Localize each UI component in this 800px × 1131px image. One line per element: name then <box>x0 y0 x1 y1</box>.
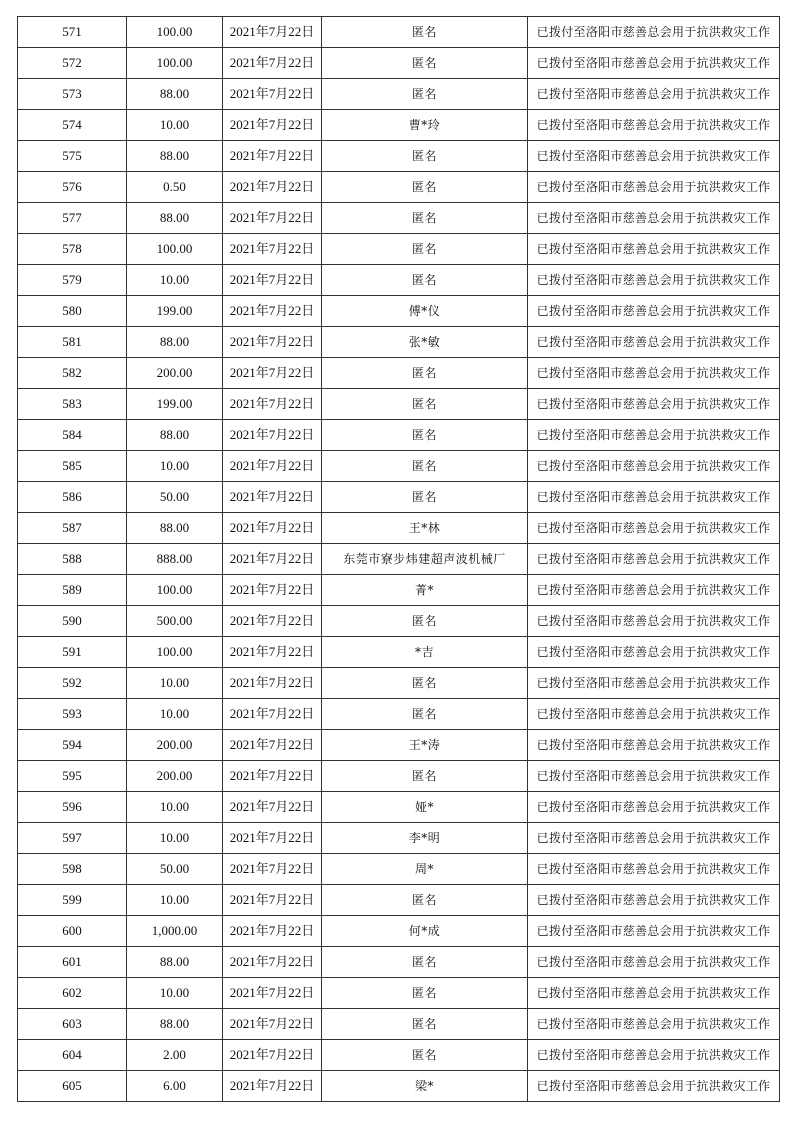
amount-cell: 10.00 <box>127 699 223 730</box>
amount-cell: 500.00 <box>127 606 223 637</box>
amount-cell: 88.00 <box>127 1009 223 1040</box>
table-row <box>18 668 780 699</box>
date-cell: 2021年7月22日 <box>223 513 322 544</box>
table-row <box>18 234 780 265</box>
date-cell: 2021年7月22日 <box>223 1009 322 1040</box>
serial-number-cell: 583 <box>18 389 127 420</box>
date-cell: 2021年7月22日 <box>223 792 322 823</box>
table-row <box>18 110 780 141</box>
table-row <box>18 358 780 389</box>
amount-cell: 10.00 <box>127 823 223 854</box>
donor-name-cell: 匿名 <box>322 606 528 637</box>
amount-cell: 6.00 <box>127 1071 223 1102</box>
amount-cell: 1,000.00 <box>127 916 223 947</box>
donor-name-cell: 何*成 <box>322 916 528 947</box>
donor-name-cell: 匿名 <box>322 17 528 48</box>
date-cell: 2021年7月22日 <box>223 637 322 668</box>
donor-name-cell: 匿名 <box>322 978 528 1009</box>
remark-cell: 已拨付至洛阳市慈善总会用于抗洪救灾工作 <box>528 854 780 885</box>
serial-number-cell: 580 <box>18 296 127 327</box>
amount-cell: 88.00 <box>127 420 223 451</box>
donor-name-cell: 匿名 <box>322 172 528 203</box>
remark-cell: 已拨付至洛阳市慈善总会用于抗洪救灾工作 <box>528 792 780 823</box>
remark-cell: 已拨付至洛阳市慈善总会用于抗洪救灾工作 <box>528 885 780 916</box>
remark-cell: 已拨付至洛阳市慈善总会用于抗洪救灾工作 <box>528 761 780 792</box>
remark-cell: 已拨付至洛阳市慈善总会用于抗洪救灾工作 <box>528 544 780 575</box>
serial-number-cell: 595 <box>18 761 127 792</box>
serial-number-cell: 573 <box>18 79 127 110</box>
donor-name-cell: 匿名 <box>322 1040 528 1071</box>
serial-number-cell: 571 <box>18 17 127 48</box>
remark-cell: 已拨付至洛阳市慈善总会用于抗洪救灾工作 <box>528 48 780 79</box>
donor-name-cell: 娅* <box>322 792 528 823</box>
serial-number-cell: 579 <box>18 265 127 296</box>
date-cell: 2021年7月22日 <box>223 451 322 482</box>
amount-cell: 10.00 <box>127 110 223 141</box>
serial-number-cell: 572 <box>18 48 127 79</box>
amount-cell: 88.00 <box>127 79 223 110</box>
date-cell: 2021年7月22日 <box>223 916 322 947</box>
date-cell: 2021年7月22日 <box>223 482 322 513</box>
serial-number-cell: 599 <box>18 885 127 916</box>
remark-cell: 已拨付至洛阳市慈善总会用于抗洪救灾工作 <box>528 296 780 327</box>
remark-cell: 已拨付至洛阳市慈善总会用于抗洪救灾工作 <box>528 451 780 482</box>
serial-number-cell: 578 <box>18 234 127 265</box>
donor-name-cell: 匿名 <box>322 234 528 265</box>
table-row <box>18 916 780 947</box>
table-row <box>18 141 780 172</box>
table-row <box>18 792 780 823</box>
serial-number-cell: 590 <box>18 606 127 637</box>
donor-name-cell: 匿名 <box>322 885 528 916</box>
serial-number-cell: 586 <box>18 482 127 513</box>
donor-name-cell: 王*林 <box>322 513 528 544</box>
remark-cell: 已拨付至洛阳市慈善总会用于抗洪救灾工作 <box>528 17 780 48</box>
remark-cell: 已拨付至洛阳市慈善总会用于抗洪救灾工作 <box>528 823 780 854</box>
date-cell: 2021年7月22日 <box>223 730 322 761</box>
amount-cell: 100.00 <box>127 575 223 606</box>
date-cell: 2021年7月22日 <box>223 575 322 606</box>
table-row <box>18 1009 780 1040</box>
date-cell: 2021年7月22日 <box>223 327 322 358</box>
table-row <box>18 451 780 482</box>
date-cell: 2021年7月22日 <box>223 606 322 637</box>
serial-number-cell: 605 <box>18 1071 127 1102</box>
donor-name-cell: *吉 <box>322 637 528 668</box>
serial-number-cell: 588 <box>18 544 127 575</box>
table-row <box>18 1071 780 1102</box>
serial-number-cell: 601 <box>18 947 127 978</box>
amount-cell: 0.50 <box>127 172 223 203</box>
table-row <box>18 203 780 234</box>
serial-number-cell: 597 <box>18 823 127 854</box>
date-cell: 2021年7月22日 <box>223 761 322 792</box>
remark-cell: 已拨付至洛阳市慈善总会用于抗洪救灾工作 <box>528 978 780 1009</box>
serial-number-cell: 596 <box>18 792 127 823</box>
serial-number-cell: 598 <box>18 854 127 885</box>
amount-cell: 88.00 <box>127 203 223 234</box>
serial-number-cell: 576 <box>18 172 127 203</box>
table-row <box>18 48 780 79</box>
date-cell: 2021年7月22日 <box>223 1071 322 1102</box>
date-cell: 2021年7月22日 <box>223 699 322 730</box>
serial-number-cell: 574 <box>18 110 127 141</box>
serial-number-cell: 577 <box>18 203 127 234</box>
amount-cell: 100.00 <box>127 637 223 668</box>
remark-cell: 已拨付至洛阳市慈善总会用于抗洪救灾工作 <box>528 265 780 296</box>
amount-cell: 200.00 <box>127 730 223 761</box>
donor-name-cell: 匿名 <box>322 358 528 389</box>
remark-cell: 已拨付至洛阳市慈善总会用于抗洪救灾工作 <box>528 947 780 978</box>
date-cell: 2021年7月22日 <box>223 978 322 1009</box>
date-cell: 2021年7月22日 <box>223 141 322 172</box>
date-cell: 2021年7月22日 <box>223 203 322 234</box>
table-row <box>18 761 780 792</box>
remark-cell: 已拨付至洛阳市慈善总会用于抗洪救灾工作 <box>528 575 780 606</box>
table-row <box>18 885 780 916</box>
amount-cell: 100.00 <box>127 234 223 265</box>
serial-number-cell: 591 <box>18 637 127 668</box>
donor-name-cell: 匿名 <box>322 389 528 420</box>
amount-cell: 88.00 <box>127 327 223 358</box>
serial-number-cell: 602 <box>18 978 127 1009</box>
amount-cell: 199.00 <box>127 296 223 327</box>
amount-cell: 88.00 <box>127 513 223 544</box>
amount-cell: 50.00 <box>127 854 223 885</box>
serial-number-cell: 594 <box>18 730 127 761</box>
serial-number-cell: 592 <box>18 668 127 699</box>
table-row <box>18 606 780 637</box>
donor-name-cell: 匿名 <box>322 203 528 234</box>
amount-cell: 50.00 <box>127 482 223 513</box>
date-cell: 2021年7月22日 <box>223 110 322 141</box>
date-cell: 2021年7月22日 <box>223 389 322 420</box>
date-cell: 2021年7月22日 <box>223 947 322 978</box>
remark-cell: 已拨付至洛阳市慈善总会用于抗洪救灾工作 <box>528 389 780 420</box>
amount-cell: 10.00 <box>127 792 223 823</box>
amount-cell: 10.00 <box>127 668 223 699</box>
amount-cell: 199.00 <box>127 389 223 420</box>
serial-number-cell: 581 <box>18 327 127 358</box>
remark-cell: 已拨付至洛阳市慈善总会用于抗洪救灾工作 <box>528 916 780 947</box>
table-row <box>18 79 780 110</box>
amount-cell: 2.00 <box>127 1040 223 1071</box>
serial-number-cell: 587 <box>18 513 127 544</box>
remark-cell: 已拨付至洛阳市慈善总会用于抗洪救灾工作 <box>528 141 780 172</box>
table-row <box>18 575 780 606</box>
table-row <box>18 327 780 358</box>
donor-name-cell: 匿名 <box>322 668 528 699</box>
donor-name-cell: 匿名 <box>322 79 528 110</box>
donor-name-cell: 匿名 <box>322 48 528 79</box>
table-row <box>18 823 780 854</box>
date-cell: 2021年7月22日 <box>223 79 322 110</box>
date-cell: 2021年7月22日 <box>223 48 322 79</box>
amount-cell: 100.00 <box>127 17 223 48</box>
donor-name-cell: 梁* <box>322 1071 528 1102</box>
remark-cell: 已拨付至洛阳市慈善总会用于抗洪救灾工作 <box>528 79 780 110</box>
table-row <box>18 513 780 544</box>
amount-cell: 88.00 <box>127 141 223 172</box>
remark-cell: 已拨付至洛阳市慈善总会用于抗洪救灾工作 <box>528 327 780 358</box>
remark-cell: 已拨付至洛阳市慈善总会用于抗洪救灾工作 <box>528 668 780 699</box>
serial-number-cell: 600 <box>18 916 127 947</box>
donor-name-cell: 傅*仪 <box>322 296 528 327</box>
table-row <box>18 854 780 885</box>
remark-cell: 已拨付至洛阳市慈善总会用于抗洪救灾工作 <box>528 513 780 544</box>
date-cell: 2021年7月22日 <box>223 358 322 389</box>
serial-number-cell: 582 <box>18 358 127 389</box>
remark-cell: 已拨付至洛阳市慈善总会用于抗洪救灾工作 <box>528 730 780 761</box>
donor-name-cell: 菁* <box>322 575 528 606</box>
donation-table-body <box>18 17 780 1102</box>
amount-cell: 10.00 <box>127 265 223 296</box>
table-row <box>18 420 780 451</box>
donor-name-cell: 曹*玲 <box>322 110 528 141</box>
serial-number-cell: 603 <box>18 1009 127 1040</box>
table-row <box>18 730 780 761</box>
remark-cell: 已拨付至洛阳市慈善总会用于抗洪救灾工作 <box>528 172 780 203</box>
donor-name-cell: 匿名 <box>322 1009 528 1040</box>
table-row <box>18 1040 780 1071</box>
donation-table <box>17 16 780 1102</box>
date-cell: 2021年7月22日 <box>223 854 322 885</box>
donor-name-cell: 东莞市寮步炜建超声波机械厂 <box>322 544 528 575</box>
remark-cell: 已拨付至洛阳市慈善总会用于抗洪救灾工作 <box>528 606 780 637</box>
remark-cell: 已拨付至洛阳市慈善总会用于抗洪救灾工作 <box>528 1071 780 1102</box>
donor-name-cell: 匿名 <box>322 141 528 172</box>
serial-number-cell: 584 <box>18 420 127 451</box>
donor-name-cell: 匿名 <box>322 451 528 482</box>
donor-name-cell: 匿名 <box>322 420 528 451</box>
donor-name-cell: 匿名 <box>322 482 528 513</box>
remark-cell: 已拨付至洛阳市慈善总会用于抗洪救灾工作 <box>528 1040 780 1071</box>
remark-cell: 已拨付至洛阳市慈善总会用于抗洪救灾工作 <box>528 420 780 451</box>
amount-cell: 10.00 <box>127 451 223 482</box>
date-cell: 2021年7月22日 <box>223 172 322 203</box>
serial-number-cell: 585 <box>18 451 127 482</box>
donor-name-cell: 匿名 <box>322 265 528 296</box>
serial-number-cell: 604 <box>18 1040 127 1071</box>
remark-cell: 已拨付至洛阳市慈善总会用于抗洪救灾工作 <box>528 358 780 389</box>
table-row <box>18 296 780 327</box>
serial-number-cell: 593 <box>18 699 127 730</box>
remark-cell: 已拨付至洛阳市慈善总会用于抗洪救灾工作 <box>528 699 780 730</box>
donor-name-cell: 张*敏 <box>322 327 528 358</box>
table-row <box>18 389 780 420</box>
donor-name-cell: 周* <box>322 854 528 885</box>
amount-cell: 100.00 <box>127 48 223 79</box>
table-row <box>18 172 780 203</box>
date-cell: 2021年7月22日 <box>223 296 322 327</box>
remark-cell: 已拨付至洛阳市慈善总会用于抗洪救灾工作 <box>528 234 780 265</box>
amount-cell: 10.00 <box>127 978 223 1009</box>
date-cell: 2021年7月22日 <box>223 885 322 916</box>
date-cell: 2021年7月22日 <box>223 265 322 296</box>
table-row <box>18 699 780 730</box>
donor-name-cell: 王*涛 <box>322 730 528 761</box>
table-row <box>18 265 780 296</box>
date-cell: 2021年7月22日 <box>223 668 322 699</box>
donor-name-cell: 匿名 <box>322 947 528 978</box>
amount-cell: 10.00 <box>127 885 223 916</box>
table-row <box>18 978 780 1009</box>
table-row <box>18 482 780 513</box>
remark-cell: 已拨付至洛阳市慈善总会用于抗洪救灾工作 <box>528 1009 780 1040</box>
amount-cell: 200.00 <box>127 761 223 792</box>
remark-cell: 已拨付至洛阳市慈善总会用于抗洪救灾工作 <box>528 637 780 668</box>
amount-cell: 200.00 <box>127 358 223 389</box>
date-cell: 2021年7月22日 <box>223 420 322 451</box>
serial-number-cell: 589 <box>18 575 127 606</box>
remark-cell: 已拨付至洛阳市慈善总会用于抗洪救灾工作 <box>528 203 780 234</box>
donor-name-cell: 匿名 <box>322 761 528 792</box>
serial-number-cell: 575 <box>18 141 127 172</box>
date-cell: 2021年7月22日 <box>223 823 322 854</box>
amount-cell: 88.00 <box>127 947 223 978</box>
donor-name-cell: 李*明 <box>322 823 528 854</box>
date-cell: 2021年7月22日 <box>223 234 322 265</box>
donor-name-cell: 匿名 <box>322 699 528 730</box>
date-cell: 2021年7月22日 <box>223 17 322 48</box>
table-row <box>18 17 780 48</box>
date-cell: 2021年7月22日 <box>223 544 322 575</box>
table-row <box>18 637 780 668</box>
remark-cell: 已拨付至洛阳市慈善总会用于抗洪救灾工作 <box>528 110 780 141</box>
table-row <box>18 947 780 978</box>
remark-cell: 已拨付至洛阳市慈善总会用于抗洪救灾工作 <box>528 482 780 513</box>
date-cell: 2021年7月22日 <box>223 1040 322 1071</box>
table-row <box>18 544 780 575</box>
amount-cell: 888.00 <box>127 544 223 575</box>
